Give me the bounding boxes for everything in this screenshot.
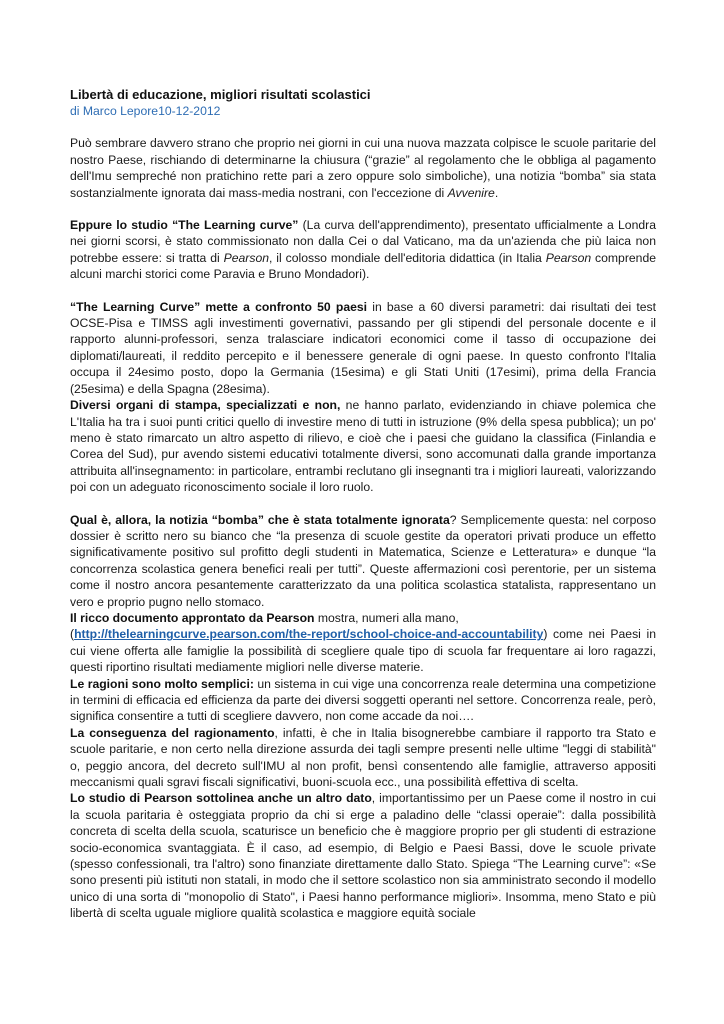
article <box>70 86 656 922</box>
article-author-date: di Marco Lepore10-12-2012 <box>70 104 221 118</box>
paragraph-lead: “The Learning Curve” mette a confronto 50 paesi <box>70 299 368 314</box>
paragraph-document: Il ricco documento approntato da Pearson mostra, numeri alla mano, (http://thelearningcurve.pearson.com/the-report/school-choice-and-accountability) come nei Paesi in cui viene offerta alle famiglie la possibilità di scegliere quale tipo di scuola far frequentare ai loro ragazzi, questi riportino risultati mediamente migliori nelle diverse materie. <box>70 610 656 675</box>
paragraph-reasons: Le ragioni sono molto semplici: un sistema in cui vige una concorrenza reale determina una competizione in termini di efficacia ed efficienza da parte dei diversi soggetti operanti nel settore. Concorrenza reale, però, significa consentire a tutti di scegliere davvero, non come accade da noi…. <box>70 676 656 724</box>
report-link[interactable]: http://thelearningcurve.pearson.com/the-report/school-choice-and-accountability <box>74 627 544 642</box>
paragraph-lead: Il ricco documento approntato da Pearson <box>70 610 315 625</box>
paragraph-learning-curve: Eppure lo studio “The Learning curve” (La curva dell'apprendimento), presentato ufficialmente a Londra nei giorni scorsi, è stato commissionato non dalla Cei o dal Vaticano, ma da un'azienda che più laica non potrebbe essere: si tratta di Pearson, il colosso mondiale dell'editoria didattica (in Italia Pearson comprende alcuni marchi storici come Paravia e Bruno Mondadori). <box>70 218 657 282</box>
paragraph-lead: La conseguenza del ragionamento <box>70 725 275 740</box>
paragraph-lead: Lo studio di Pearson sottolinea anche un altro dato <box>70 791 372 806</box>
avvenire-italic: Avvenire <box>447 185 495 200</box>
paragraph-intro: Può sembrare davvero strano che proprio nei giorni in cui una nuova mazzata colpisce le scuole paritarie del nostro Paese, rischiando di determinarne la chiusura (“grazie” al regolamento che le obbliga al pagamento dell'Imu sempreché non pratichino rette pari a zero oppure solo simboliche), una notizia “bomba” sia stata sostanzialmente ignorata dai mass-media nostrani, con l'eccezione di Avvenire. <box>70 136 656 200</box>
article-title: Libertà di educazione, migliori risultati scolastici <box>70 87 371 102</box>
paragraph-bomb-news: Qual è, allora, la notizia “bomba” che è stata totalmente ignorata? Semplicemente questa: nel corposo dossier è scritto nero su bianco che “la presenza di scuole gestite da operatori privati produce un effetto significativamente positivo sul profitto degli studenti in Matematica, Scienze e Letteratura» e dunque “la concorrenza scolastica genera benefici reali per tutti”. Queste affermazioni così perentorie, per un sistema come il nostro ancora pesantemente caratterizzato da una politica scolastica statalista, rappresentano un vero e proprio pugno nello stomaco. <box>70 512 657 609</box>
paragraph-lead: Eppure lo studio “The Learning curve” <box>70 218 299 233</box>
paragraph-comparison: “The Learning Curve” mette a confronto 50 paesi in base a 60 diversi parametri: dai risultati dei test OCSE-Pisa e TIMSS agli investimenti governativi, passando per gli stipendi del personale docente e il rapporto alunni-professori, senza tralasciare indicatori economici come il tasso di occupazione dei diplomati/laureati, il reddito percepito e il benessere generale di ogni paese. In questo confronto l'Italia occupa il 24esimo posto, dopo la Germania (15esima) e gli Stati Uniti (17esimi), prima della Francia (25esima) e della Spagna (28esima). <box>70 299 657 396</box>
paragraph-lead: Le ragioni sono molto semplici: <box>70 676 254 691</box>
paragraph-another-data: Lo studio di Pearson sottolinea anche un altro dato, importantissimo per un Paese come il nostro in cui la scuola paritaria è osteggiata proprio da chi si erge a paladino delle “classi operaie”: dalla possibilità concreta di scelta della scuola, scaturisce un beneficio che è maggiore proprio per gli studenti di estrazione socio-economica svantaggiata. È il caso, ad esempio, di Belgio e Paesi Bassi, dove le scuole private (spesso confessionali, tra l'altro) sono finanziate direttamente dallo Stato. Spiega “The Learning curve”: «Se sono presenti più istituti non statali, in modo che il settore scolastico non sia amministrato secondo il modello unico di una sorta di "monopolio di Stato", i Paesi hanno performance migliori». Insomma, meno Stato e più libertà di scelta uguale migliore qualità scolastica e maggiore equità sociale <box>70 791 656 921</box>
paragraph-lead: Diversi organi di stampa, specializzati e non, <box>70 398 341 413</box>
paragraph-consequence: La conseguenza del ragionamento, infatti, è che in Italia bisognerebbe cambiare il rapporto tra Stato e scuole paritarie, e non certo nella direzione assurda dei tagli sempre presenti nelle ultime "leggi di stabilità" o, peggio ancora, del decreto sull'IMU al non profit, bensì consentendo alle famiglie, attraverso appositi meccanismi quali sgravi fiscali significativi, buoni-scuola ecc., una possibilità effettiva di scelta. <box>70 725 657 790</box>
paragraph-press: Diversi organi di stampa, specializzati e non, ne hanno parlato, evidenziando in chiave polemica che L'Italia ha tra i suoi punti critici quello di investire meno di tutti in istruzione (9% della spesa pubblica); un po' meno è stato rimarcato un altro aspetto di rilievo, e cioè che i paesi che guidano la classifica (Finlandia e Corea del Sud), pur avendo sistemi educativi totalmente diversi, sono accomunati dalla grande importanza attribuita all'insegnamento: in particolare, entrambi reclutano gli insegnanti tra i migliori laureati, valorizzando poi con un adeguato riconoscimento sociale il loro ruolo. <box>70 398 656 495</box>
paragraph-lead: Qual è, allora, la notizia “bomba” che è stata totalmente ignorata <box>70 512 450 527</box>
